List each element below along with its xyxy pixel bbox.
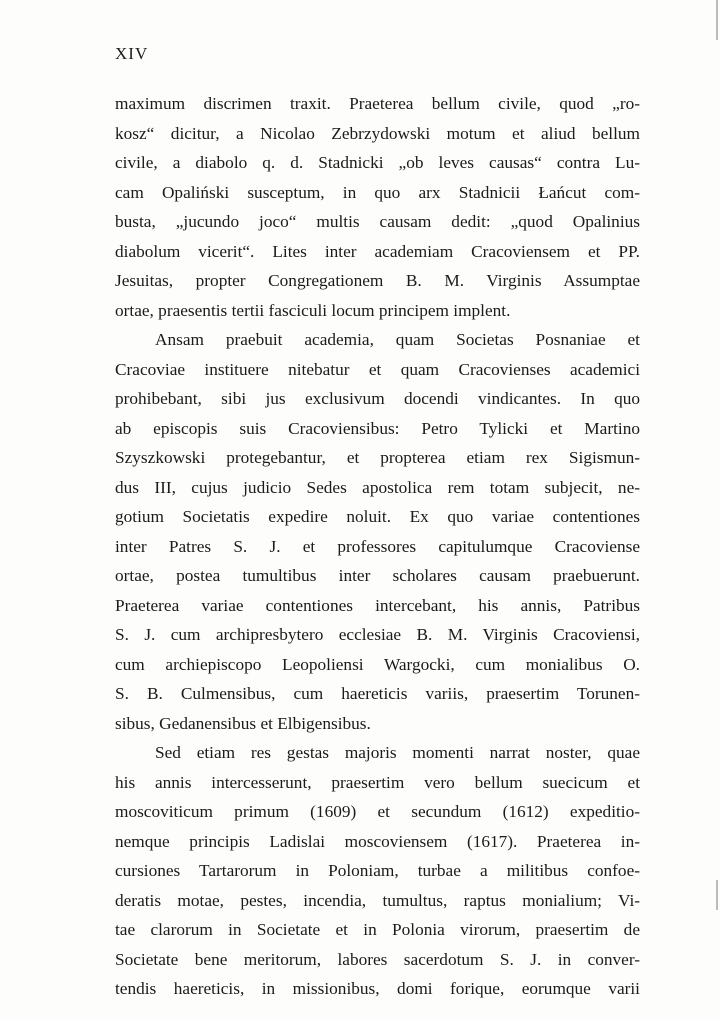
page-number: XIV [115, 44, 149, 63]
text-line: his annis intercesserunt, praesertim vero bellum suecicum et [115, 772, 640, 792]
scan-edge-mark [716, 880, 718, 910]
body-text [115, 89, 640, 1004]
text-line: inter Patres S. J. et professores capitulumque Cracoviense [115, 536, 640, 556]
text-line: dus III, cujus judicio Sedes apostolica rem totam subjecit, ne- [115, 477, 640, 497]
text-line: S. B. Culmensibus, cum haereticis variis, praesertim Torunen- [115, 684, 640, 703]
text-line: tendis haereticis, in missionibus, domi forique, eorumque varii [115, 979, 640, 998]
text-line: busta, „jucundo joco“ multis causam dedit: „quod Opalinius [115, 212, 640, 231]
text-line: cam Opaliński susceptum, in quo arx Stadnicii Łańcut com- [115, 182, 640, 202]
text-line: Jesuitas, propter Congregationem B. M. Virginis Assumptae [115, 271, 640, 290]
paragraph-2 [115, 325, 640, 738]
text-line: prohibebant, sibi jus exclusivum docendi vindicantes. In quo [115, 389, 640, 408]
text-line: maximum discrimen traxit. Praeterea bellum civile, quod „ro- [115, 94, 640, 113]
text-line: kosz“ dicitur, a Nicolao Zebrzydowski motum et aliud bellum [115, 123, 640, 143]
text-line: cursiones Tartarorum in Poloniam, turbae a militibus confoe- [115, 861, 640, 880]
text-line: Cracoviae instituere nitebatur et quam Cracovienses academici [115, 359, 640, 379]
text-line: nemque principis Ladislai moscoviensem (1617). Praeterea in- [115, 831, 640, 851]
text-line: sibus, Gedanensibus et Elbigensibus. [115, 713, 371, 733]
text-line: Ansam praebuit academia, quam Societas Posnaniae et [155, 330, 640, 349]
text-line: S. J. cum archipresbytero ecclesiae B. M. Virginis Cracoviensi, [115, 625, 640, 644]
text-line: moscoviticum primum (1609) et secundum (1612) expeditio- [115, 802, 640, 821]
text-line: Societate bene meritorum, labores sacerdotum S. J. in conver- [115, 949, 640, 969]
text-line: Sed etiam res gestas majoris momenti narrat noster, quae [155, 743, 640, 762]
paragraph-3 [115, 738, 640, 1004]
text-line: gotium Societatis expedire noluit. Ex quo variae contentiones [115, 507, 640, 526]
text-line: diabolum vicerit“. Lites inter academiam Cracoviensem et PP. [115, 241, 640, 261]
text-line: ab episcopis suis Cracoviensibus: Petro Tylicki et Martino [115, 418, 640, 438]
text-line: ortae, praesentis tertii fasciculi locum principem implent. [115, 300, 511, 320]
text-line: deratis motae, pestes, incendia, tumultus, raptus monialium; Vi- [115, 890, 640, 910]
text-line: ortae, postea tumultibus inter scholares causam praebuerunt. [115, 566, 640, 585]
scan-edge-mark [716, 0, 718, 40]
text-line: tae clarorum in Societate et in Polonia virorum, praesertim de [115, 920, 640, 939]
text-line: Praeterea variae contentiones intercebant, his annis, Patribus [115, 595, 640, 615]
paragraph-1 [115, 89, 640, 325]
text-line: civile, a diabolo q. d. Stadnicki „ob leves causas“ contra Lu- [115, 153, 640, 172]
text-line: Szyszkowski protegebantur, et propterea etiam rex Sigismun- [115, 448, 640, 467]
text-line: cum archiepiscopo Leopoliensi Wargocki, cum monialibus O. [115, 654, 640, 674]
